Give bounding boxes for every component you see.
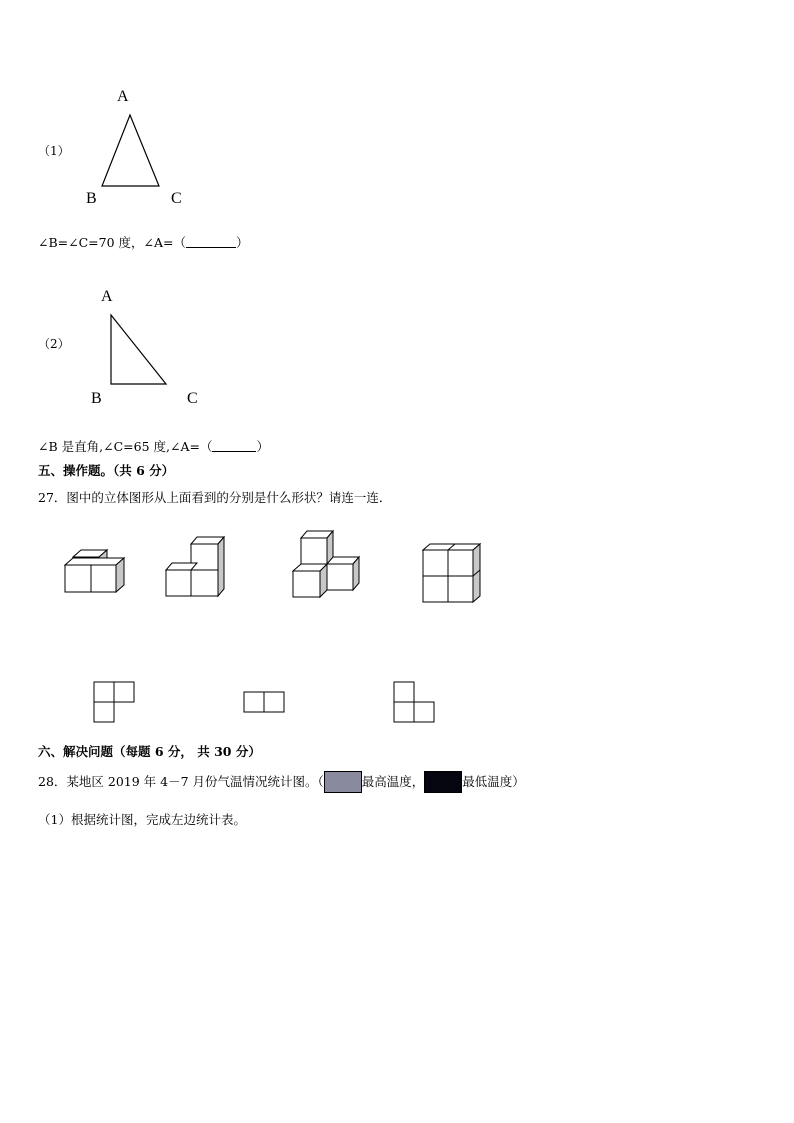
- q2-text-before: ∠B 是直角,∠C=65 度,∠A=（: [38, 439, 213, 454]
- q1-vertex-a: A: [117, 88, 129, 105]
- q1-vertex-c: C: [171, 190, 182, 207]
- legend-low-swatch: [424, 771, 462, 793]
- top-view-3: [394, 682, 434, 722]
- q1-vertex-b: B: [86, 190, 97, 207]
- q28-text: [38, 771, 525, 793]
- q2-text-after: ）: [256, 439, 269, 454]
- q1-text-after: ）: [236, 235, 249, 250]
- q2-vertex-c: C: [187, 390, 198, 407]
- legend-high-label: 最高温度，: [361, 774, 425, 789]
- q2-vertex-b: B: [91, 390, 102, 407]
- q1-text-before: ∠B=∠C=70 度，∠A=（: [38, 235, 186, 250]
- section5-title: 五、操作题。（共 6 分）: [38, 463, 175, 478]
- top-view-2: [244, 692, 284, 712]
- q2-number: （2）: [38, 337, 70, 351]
- q28-text-before: 28．某地区 2019 年 4－7 月份气温情况统计图。（: [38, 774, 324, 789]
- top-view-1: [94, 682, 134, 722]
- section6-title: 六、解决问题（每题 6 分， 共 30 分）: [38, 744, 261, 759]
- q1-number: （1）: [38, 144, 70, 158]
- q28-sub1: （1）根据统计图，完成左边统计表。: [38, 812, 246, 827]
- q27-text: 27．图中的立体图形从上面看到的分别是什么形状？请连一连．: [38, 490, 392, 505]
- legend-low-label: 最低温度）: [462, 774, 525, 789]
- legend-high-swatch: [324, 771, 362, 793]
- q2-vertex-a: A: [101, 288, 113, 305]
